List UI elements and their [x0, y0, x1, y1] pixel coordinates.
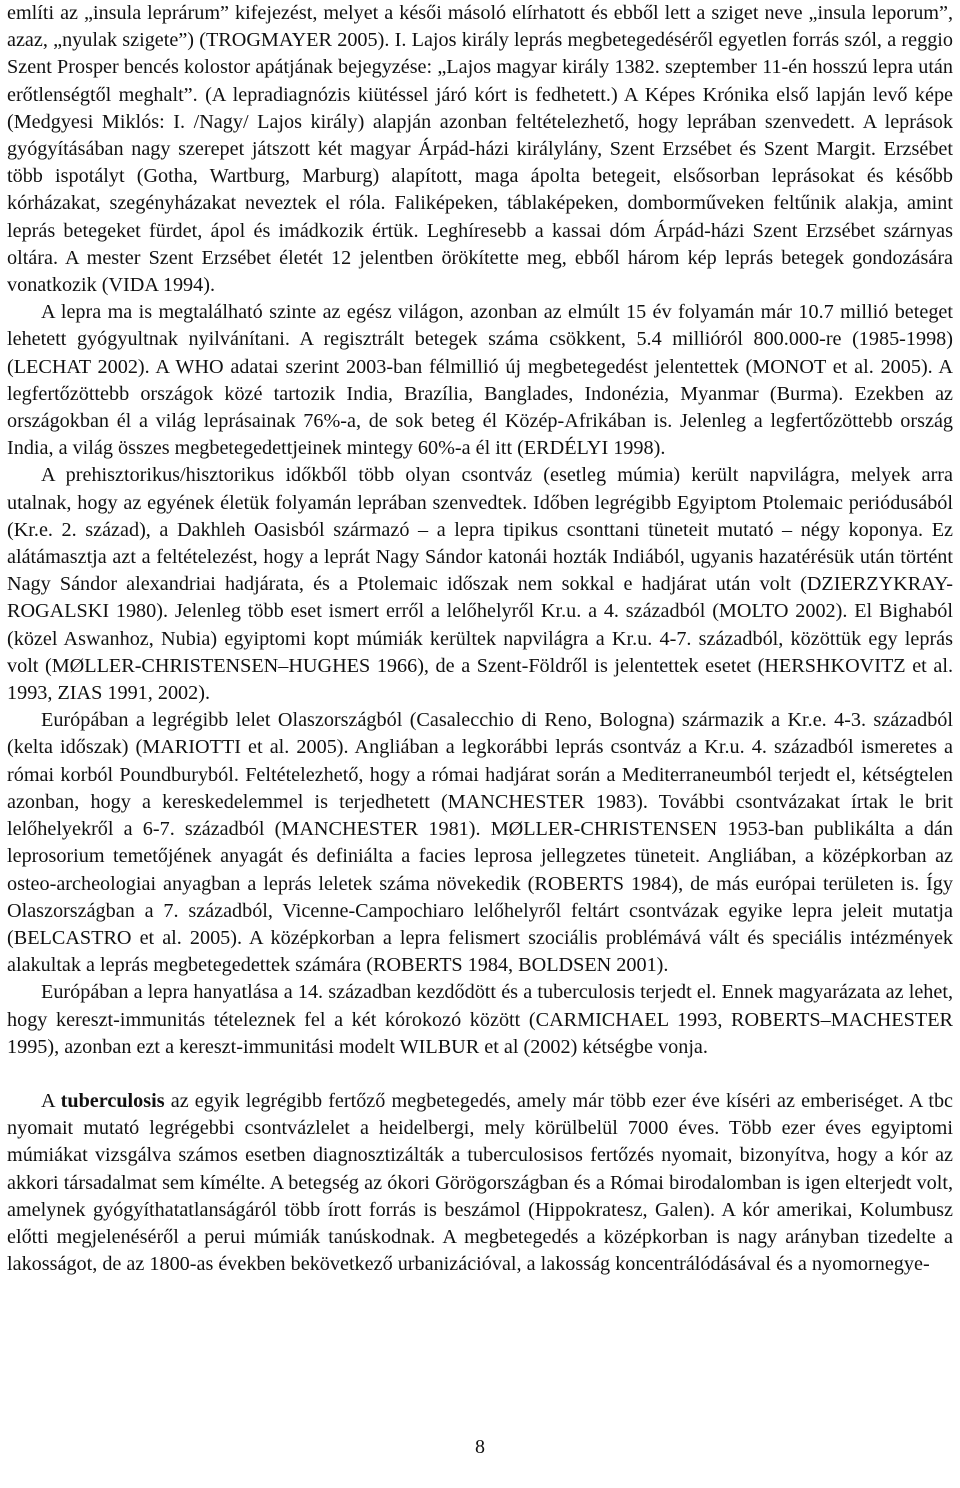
paragraph-decline: Európában a lepra hanyatlása a 14. században kezdődött és a tuberculosis terjedt el. Ennek magyarázata az lehet, hogy kereszt-immunitás tételeznek fel a két kórokozó között (CARMICHAEL 1993, ROBERTS–MACHESTER 1995), azonban ezt a kereszt-immunitási modelt WILBUR et al (2002) kétségbe vonja. [7, 981, 953, 1058]
paragraph-insula-lepra: említi az „insula leprárum” kifejezést, melyet a késői másoló elírhatott és ebből lett a sziget neve „insula leporum”, azaz, „nyulak szigete”) (TROGMAYER 2005). I. Lajos király leprás megbetegedéséről egyetlen forrás szól, a reggio Szent Prosper bencés kolostor apátjának bejegyzése: „Lajos magyar király 1382. szeptember 11-én hosszú lepra után erőtlenségtől meghalt”. (A lepradiagnózis kiütéssel járó kórt is fedhetett.) A Képes Krónika első lapján levő képe (Medgyesi Miklós: I. /Nagy/ Lajos király) alapján azonban feltételezhető, hogy leprában szenvedett. A leprások gyógyításában nagy szerepet játszott két magyar Árpád-házi királylány, Szent Erzsébet és Szent Margit. Erzsébet több ispotályt (Gotha, Wartburg, Marburg) alapított, maga ápolta betegeit, elsősorban leprásokat és később kórházakat, szegényházakat neveztek el róla. Faliképeken, táblaképeken, domborműveken feltűnik alakja, amint leprás betegeket fürdet, ápol és imádkozik értük. Leghíresebb a kassai dóm Árpád-házi Szent Erzsébet szárnyas oltára. A mester Szent Erzsébet életét 12 jelentben örökítette meg, ebből három kép leprás betegek gondozására vonatkozik (VIDA 1994). [7, 2, 953, 297]
paragraph-lepra-today: A lepra ma is megtalálható szinte az egész világon, azonban az elmúlt 15 év folyamán már 10.7 millió beteget lehetett gyógyultnak nyilvánítani. A regisztrált betegek száma csökkent, 5.4 millióról 800.000-re (1985-1998) (LECHAT 2002). A WHO adatai szerint 2003-ban félmillió új megbetegedést jelentettek (MONOT et al. 2005). A legfertőzöttebb országok közé tartozik India, Brazília, Banglades, Indonézia, Myanmar (Burma). Ezekben az országokban él a világ leprásainak 76%-a, de sok beteg él Közép-Afrikában is. Jelenleg a legfertőzöttebb ország India, a világ összes megbetegedettjeinek mintegy 60%-a él itt (ERDÉLYI 1998). [7, 301, 953, 460]
paragraph-europe: Európában a legrégibb lelet Olaszországból (Casalecchio di Reno, Bologna) származik a Kr.e. 4-3. századból (kelta időszak) (MARIOTTI et al. 2005). Angliában a legkorábbi leprás csontváz a Kr.u. 4. századból ismeretes a római korból Poundburyból. Feltételezhető, hogy a római hadjárat során a Mediterraneumból terjedt el, kétségtelen azonban, hogy a kereskedelemmel is terjedhetett (MANCHESTER 1983). További csontvázakat írtak le brit lelőhelyekről a 6-7. századból (MANCHESTER 1981). MØLLER-CHRISTENSEN 1953-ban publikálta a dán leprosorium temetőjének anyagát és definiálta a facies leprosa jellegzetes tüneteit. Angliában, a középkorban az osteo-archeologiai anyagban a leprás leletek száma növekedik (ROBERTS 1984), de más európai területen is. Így Olaszországban a 7. századból, Vicenne-Campochiaro lelőhelyről feltárt csontvázak egyike lepra jeleit mutatja (BELCASTRO et al. 2005). A középkorban a lepra felismert szociális problémává vált és speciális intézmények alakultak a leprás megbetegedettek számára (ROBERTS 1984, BOLDSEN 2001). [7, 709, 953, 977]
paragraph-tuberculosis [7, 1088, 953, 1278]
tb-lead-text: A [41, 1089, 61, 1112]
document-page [7, 0, 953, 1278]
tb-body-text: az egyik legrégibb fertőző megbetegedés, amely már több ezer éve kíséri az emberiséget. A tbc nyomait mutató legrégebbi csontvázlelet a heidelbergi, mely körülbelül 7000 éves. Több ezer éves egyiptomi múmiákat vizsgálva számos esetben diagnosztizálták a tuberculosisos fertőzés nyomait, bizonyítva, hogy a kór az akkori társadalmat sem kímélte. A betegség az ókori Görögországban és a Római birodalomban is igen elterjedt volt, amelynek gyógyíthatatlanságáról több írott forrás is beszámol (Hippokratesz, Galen). A kór amerikai, Kolumbusz előtti megjelenéséről a perui múmiák tanúskodnak. A megbetegedés a középkorban is nagy arányban tizedelte a lakosságot, de az 1800-as években bekövetkező urbanizációval, a lakosság koncentrálódásával és a nyomornegye- [7, 1089, 953, 1276]
page-number: 8 [475, 1436, 485, 1458]
tb-keyword: tuberculosis [60, 1089, 165, 1112]
paragraph-prehistoric: A prehisztorikus/hisztorikus időkből több olyan csontváz (esetleg múmia) került napvilágra, melyek arra utalnak, hogy az egyének életük folyamán leprában szenvedtek. Időben legrégibb Egyiptom Ptolemaic periódusából (Kr.e. 2. század), a Dakhleh Oasisból származó – a lepra tipikus csonttani tüneteit mutató – négy koponya. Ez alátámasztja azt a feltételezést, hogy a leprát Nagy Sándor katonái hozták Indiából, ugyanis hazatérésük után történt Nagy Sándor alexandriai hadjárata, és a Ptolemaic időszak nem sokkal e hadjárat után volt (DZIERZYKRAY-ROGALSKI 1980). Jelenleg több eset ismert erről a lelőhelyről Kr.u. a 4. századból (MOLTO 2002). El Bighaból (közel Aswanhoz, Nubia) egyiptomi kopt múmiák kerültek napvilágra a Kr.u. 4-7. századból, közöttük egy leprás volt (MØLLER-CHRISTENSEN–HUGHES 1966), de a Szent-Földről is jelentettek esetet (HERSHKOVITZ et al. 1993, ZIAS 1991, 2002). [7, 464, 953, 705]
